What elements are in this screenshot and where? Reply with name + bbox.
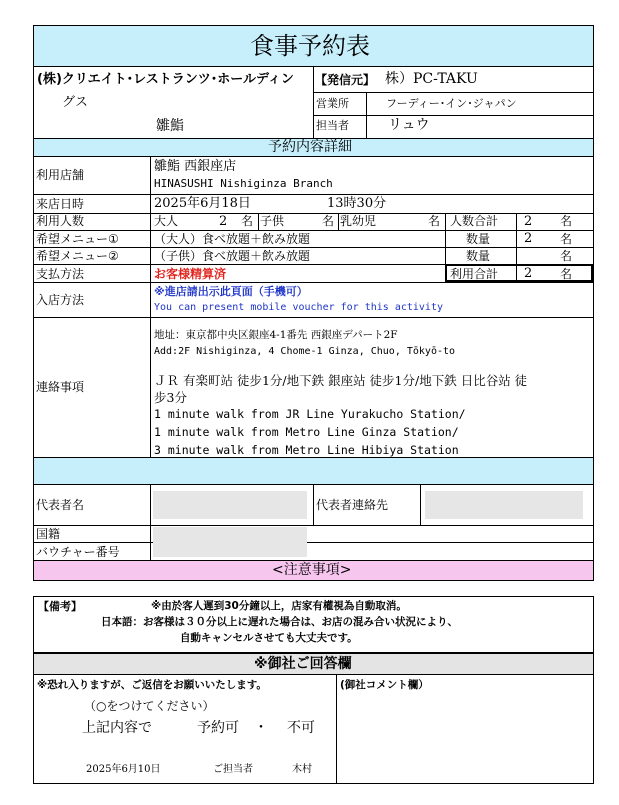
access-en-1: 1 minute walk from JR Line Yurakucho Station/: [154, 407, 466, 421]
payment-label: 支払方法: [36, 267, 85, 281]
nationality-label: 国籍: [36, 527, 61, 541]
menu2-label: 希望メニュー②: [36, 249, 119, 263]
reply-ok[interactable]: 予約可: [197, 720, 239, 736]
menu2-value: （子供）食べ放題＋飲み放題: [154, 249, 311, 263]
payment-value: お客様精算済: [154, 267, 227, 281]
office-value: フーディー･イン･ジャパン: [386, 97, 517, 110]
total-people-unit: 名: [560, 214, 573, 228]
infant-label: 乳幼児: [340, 214, 377, 228]
visit-date: 2025年6月18日: [154, 196, 251, 211]
child-unit: 名: [322, 214, 335, 228]
address-ja: 地址：東京都中央区銀座4-1番先 西銀座デパート2F: [154, 329, 398, 341]
child-label: 子供: [260, 214, 285, 228]
rep-name-label: 代表者名: [36, 498, 85, 512]
visit-label: 来店日時: [36, 197, 85, 211]
reply-request: ※恐れ入りますが、ご返信をお願いいたします。: [37, 679, 267, 691]
store-name-en: HINASUSHI Nishiginza Branch: [154, 177, 333, 190]
person-label: 担当者: [316, 119, 349, 132]
details-header-text: 予約内容詳細: [268, 139, 352, 155]
adult-unit: 名: [241, 214, 254, 228]
menu2-qty-label: 数量: [466, 249, 491, 263]
remarks-line3: 自動キャンセルさせても大丈夫です。: [180, 632, 358, 644]
menu1-value: （大人）食べ放題＋飲み放題: [154, 232, 311, 246]
people-label: 利用人数: [36, 214, 85, 228]
menu1-unit: 名: [560, 232, 573, 246]
reply-ng[interactable]: 不可: [287, 720, 315, 736]
entry-note-en: You can present mobile voucher for this activity: [154, 302, 443, 313]
sender-label: 【発信元】: [315, 73, 376, 87]
menu1-qty-label: 数量: [466, 232, 491, 246]
total-people-label: 人数合計: [450, 214, 499, 228]
access-en-3: 3 minute walk from Metro Line Hibiya Station: [154, 443, 459, 457]
remarks-label: 【備考】: [38, 600, 82, 613]
page-title: 食事予約表: [250, 32, 370, 60]
rep-contact-redacted: [425, 491, 583, 519]
person-value: リュウ: [388, 117, 430, 133]
address-en: Add:2F Nishiginza, 4 Chome-1 Ginza, Chuo, Tōkyō-to: [154, 346, 456, 357]
store-name-ja: 雛鮨 西銀座店: [154, 159, 237, 174]
sender-name: 株）PC-TAKU: [385, 71, 478, 87]
store-label: 利用店舗: [36, 168, 85, 182]
reply-separator: ・: [254, 720, 268, 736]
usage-total-label: 利用合計: [450, 267, 499, 281]
total-people-count: 2: [524, 214, 533, 229]
usage-total-count: 2: [524, 266, 533, 281]
menu1-qty: 2: [524, 231, 533, 246]
reply-person-name: 木村: [292, 764, 312, 775]
entry-note-ja: ※進店請出示此頁面（手機可）: [154, 285, 308, 298]
reply-circle-note: （○をつけてください）: [84, 699, 215, 713]
voucher-redacted: [153, 527, 307, 557]
brand-name: 雛鮨: [156, 118, 184, 134]
rep-name-redacted: [153, 491, 307, 519]
office-label: 営業所: [316, 97, 349, 110]
visit-time: 13時30分: [327, 196, 387, 211]
access-ja-2: 步3分: [154, 390, 187, 405]
usage-total-unit: 名: [560, 267, 573, 281]
reply-content-label: 上記内容で: [82, 720, 152, 736]
section-divider: [33, 457, 594, 485]
adult-label: 大人: [154, 214, 179, 228]
rep-contact-label: 代表者連絡先: [316, 498, 389, 512]
voucher-label: バウチャー番号: [36, 545, 120, 559]
contact-label: 連絡事項: [36, 380, 85, 394]
company-name: (株)クリエイト･レストランツ･ホールディン: [37, 72, 294, 87]
remarks-line2: 日本語：お客様は３０分以上に遅れた場合は、お店の混み合い状況により、: [101, 616, 458, 628]
adult-count: 2: [219, 214, 228, 229]
reply-date: 2025年6月10日: [86, 764, 161, 775]
reply-header-text: ※御社ご回答欄: [254, 656, 352, 672]
notice-header-text: <注意事項>: [272, 562, 352, 578]
menu1-label: 希望メニュー①: [36, 232, 119, 246]
access-en-2: 1 minute walk from Metro Line Ginza Station/: [154, 425, 459, 439]
company-name-cont: グス: [62, 95, 88, 110]
entry-label: 入店方法: [36, 293, 85, 307]
access-ja-1: ＪＲ 有楽町站 徒步1分/地下鉄 銀座站 徒步1分/地下鉄 日比谷站 徒: [154, 373, 528, 388]
infant-unit: 名: [428, 214, 441, 228]
comment-label: (御社コメント欄）: [340, 679, 429, 691]
reply-person-label: ご担当者: [213, 764, 253, 775]
menu2-unit: 名: [560, 249, 573, 263]
remarks-line1: ※由於客人遲到30分鐘以上，店家有權視為自動取消。: [151, 600, 407, 612]
